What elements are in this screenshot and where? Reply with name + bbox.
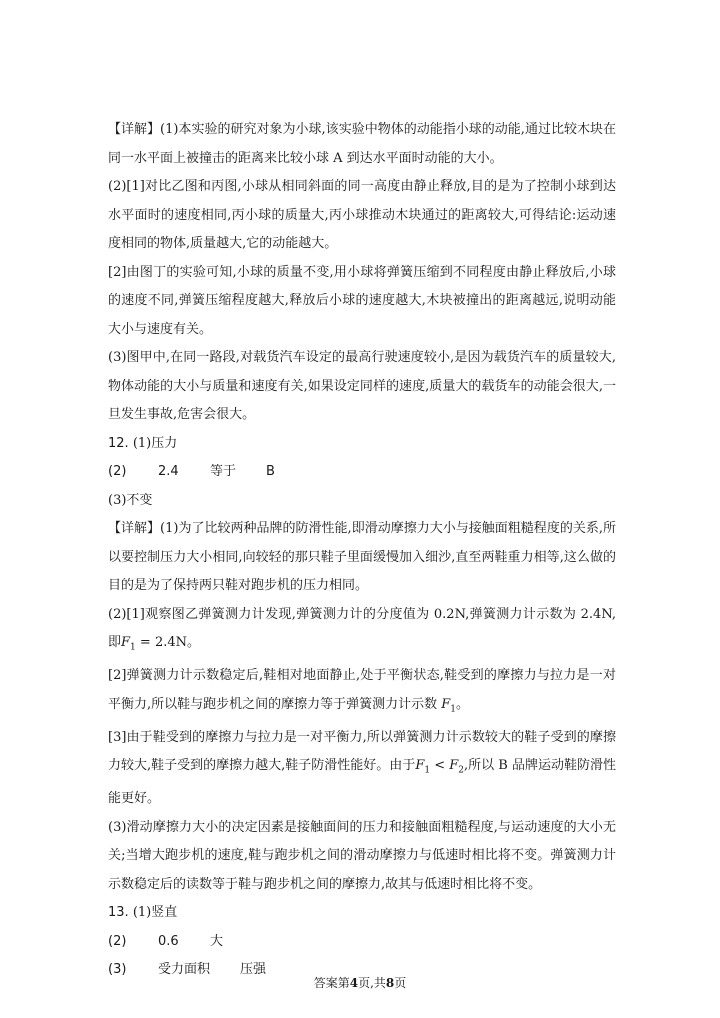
q11-detail-3: [2]由图丁的实验可知,小球的质量不变,用小球将弹簧压缩到不同程度由静止释放后,小球的速度不同,弹簧压缩程度越大,释放后小球的速度越大,木块被撞出的距离越远,说明动能大小与速度有关。 (108, 264, 616, 337)
q12-detail-2: (2)[1]观察图乙弹簧测力计发现,弹簧测力计的分度值为 0.2N,弹簧测力计示数为 2.4N,即$F_1 = 2.4N$。 (108, 606, 616, 653)
q13-answer-1: (1)竖直 (132, 905, 178, 921)
q13-answer-2-row (108, 928, 616, 957)
page-number: 4 (349, 976, 359, 990)
answer-content (108, 116, 616, 985)
page-total: 8 (385, 976, 395, 990)
q12-detail-1: 【详解】(1)为了比较两种品牌的防滑性能,即滑动摩擦力大小与接触面粗糙程度的关系,所以要控制压力大小相同,向较轻的那只鞋子里面缓慢加入细沙,直至两鞋重力相等,这么做的目的是为了保持两只鞋对跑步机的压力相同。 (108, 521, 616, 593)
inequality-f1-f2: $F_1 < F_2$ (415, 758, 465, 776)
q13-title (108, 899, 616, 928)
page-footer: 答案第4页,共8页 (313, 976, 407, 990)
symbol-f1: $F_1$ (441, 696, 457, 715)
q12-number: 12. (108, 435, 129, 451)
q13-sub-number-2: (2) (108, 933, 127, 949)
q13-answer-2a: 0.6 (158, 933, 179, 949)
q11-detail-1: 【详解】(1)本实验的研究对象为小球,该实验中物体的动能指小球的动能,通过比较木块在同一水平面上被撞击的距离来比较小球 A 到达水平面时动能的大小。 (108, 122, 616, 166)
q12-answer-2b: 等于 (210, 464, 237, 479)
q13-sub-number-3: (3) (108, 962, 127, 978)
q12-answer-2-row (108, 458, 616, 487)
q12-detail-4: [3]由于鞋受到的摩擦力与拉力是一对平衡力,所以弹簧测力计示数较大的鞋子受到的摩擦力较大,鞋子受到的摩擦力越大,鞋子防滑性能好。由于$F_1 < F_2$,所以 B 品牌运动鞋防滑性能更好。 (108, 729, 617, 807)
q13-answer-2b: 大 (210, 933, 224, 949)
q13-number: 13. (108, 905, 129, 921)
q13-answer-3b: 压强 (240, 962, 267, 978)
q13-answer-3a: 受力面积 (158, 962, 211, 978)
q12-answer-2a: 2.4 (158, 464, 179, 479)
q12-answer-2c: B (266, 464, 275, 479)
q12-answer-3: (3)不变 (108, 492, 153, 508)
q11-detail-2: (2)[1]对比乙图和丙图,小球从相同斜面的同一高度由静止释放,目的是为了控制小球到达水平面时的速度相同,丙小球的质量大,丙小球推动木块通过的距离较大,可得结论:运动速度相同的物体,质量越大,它的动能越大。 (108, 179, 616, 251)
q12-detail-5: (3)滑动摩擦力大小的决定因素是接触面间的压力和接触面粗糙程度,与运动速度的大小无关;当增大跑步机的速度,鞋与跑步机之间的滑动摩擦力与低速时相比将不变。弹簧测力计示数稳定后的读数等于鞋与跑步机之间的摩擦力,故其与低速时相比将不变。 (108, 819, 616, 892)
q12-title (108, 430, 616, 459)
q12-answer-1: (1)压力 (132, 435, 178, 451)
q11-detail-4: (3)图甲中,在同一路段,对载货汽车设定的最高行驶速度较小,是因为载货汽车的质量较大,物体动能的大小与质量和速度有关,如果设定同样的速度,质量大的载货车的动能会很大,一旦发生事故,危害会很大。 (108, 350, 616, 422)
formula-f1: $F_1$ (121, 635, 136, 653)
q12-sub-number: (2) (108, 464, 127, 479)
q12-detail-3: [2]弹簧测力计示数稳定后,鞋相对地面静止,处于平衡状态,鞋受到的摩擦力与拉力是一对平衡力,所以鞋与跑步机之间的摩擦力等于弹簧测力计示数 $F_1$。 (108, 668, 616, 715)
